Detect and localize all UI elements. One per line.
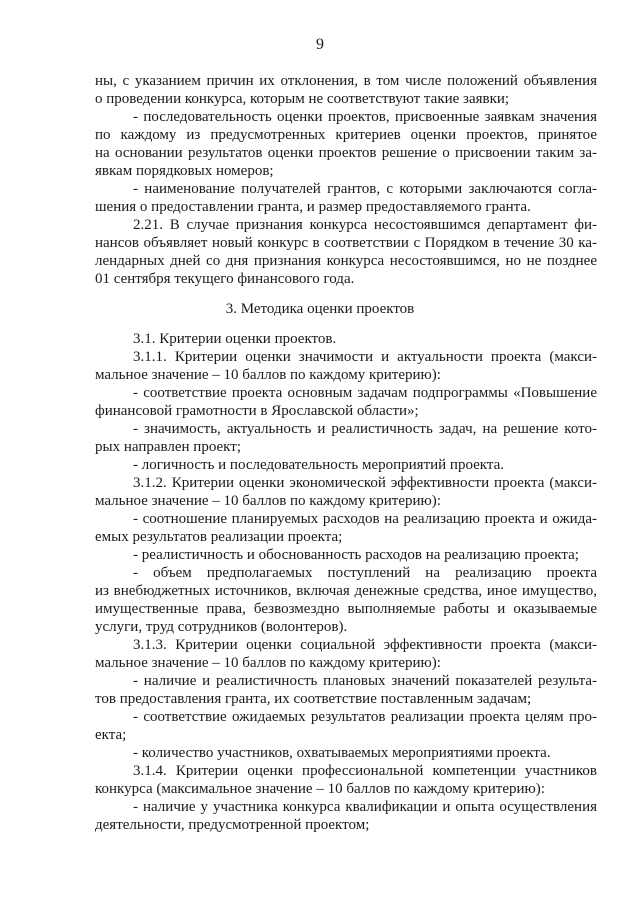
- text-line: тов предоставления гранта, их соответствие поставленным задачам;: [95, 691, 532, 707]
- text-line: имущественные права, безвозмездно выполняемые работы и оказываемые: [95, 601, 597, 617]
- text-line: мальное значение – 10 баллов по каждому критерию):: [95, 493, 441, 509]
- text-line: 3.1. Критерии оценки проектов.: [133, 331, 337, 347]
- text-line: - количество участников, охватываемых мероприятиями проекта.: [133, 745, 551, 761]
- text-line: 3.1.1. Критерии оценки значимости и актуальности проекта (макси-: [133, 349, 597, 365]
- text-line: 3.1.3. Критерии оценки социальной эффективности проекта (макси-: [133, 637, 597, 653]
- text-line: - последовательность оценки проектов, присвоенные заявкам значения: [133, 109, 597, 125]
- text-line: мальное значение – 10 баллов по каждому критерию):: [95, 367, 441, 383]
- text-line: нансов объявляет новый конкурс в соответствии с Порядком в течение 30 ка-: [95, 235, 597, 251]
- text-line: о проведении конкурса, которым не соответствуют такие заявки;: [95, 91, 510, 107]
- text-line: 2.21. В случае признания конкурса несостоявшимся департамент фи-: [133, 217, 597, 233]
- text-line: - соответствие ожидаемых результатов реализации проекта целям про-: [133, 709, 597, 725]
- text-line: 01 сентября текущего финансового года.: [95, 271, 355, 287]
- text-line: лендарных дней со дня признания конкурса несостоявшимся, но не позднее: [95, 253, 597, 269]
- text-line: 3.1.4. Критерии оценки профессиональной компетенции участников: [133, 763, 597, 779]
- text-line: из внебюджетных источников, включая денежные средства, иное имущество,: [95, 583, 597, 599]
- text-line: явкам порядковых номеров;: [95, 163, 274, 179]
- text-line: услуги, труд сотрудников (волонтеров).: [95, 619, 348, 635]
- text-line: ны, с указанием причин их отклонения, в том числе положений объявления: [95, 73, 597, 89]
- page-number: 9: [316, 36, 324, 53]
- text-line: 3.1.2. Критерии оценки экономической эффективности проекта (макси-: [133, 475, 597, 491]
- text-line: - объем предполагаемых поступлений на реализацию проекта: [133, 565, 597, 581]
- text-line: - наличие и реалистичность плановых значений показателей результа-: [133, 673, 597, 689]
- text-line: - соответствие проекта основным задачам подпрограммы «Повышение: [133, 385, 597, 401]
- text-line: - соотношение планируемых расходов на реализацию проекта и ожида-: [133, 511, 597, 527]
- text-line: емых результатов реализации проекта;: [95, 529, 343, 545]
- text-line: рых направлен проект;: [95, 439, 241, 455]
- text-line: шения о предоставлении гранта, и размер предоставляемого гранта.: [95, 199, 531, 215]
- text-line: финансовой грамотности в Ярославской области»;: [95, 403, 419, 419]
- text-line: на основании результатов оценки проектов решение о присвоении таким за-: [95, 145, 597, 161]
- text-line: - наличие у участника конкурса квалификации и опыта осуществления: [133, 799, 597, 815]
- text-line: - логичность и последовательность мероприятий проекта.: [133, 457, 505, 473]
- text-line: - значимость, актуальность и реалистичность задач, на решение кото-: [133, 421, 597, 437]
- text-line: по каждому из предусмотренных критериев оценки проектов, принятое: [95, 127, 597, 143]
- text-line: мальное значение – 10 баллов по каждому критерию):: [95, 655, 441, 671]
- text-line: конкурса (максимальное значение – 10 баллов по каждому критерию):: [95, 781, 545, 797]
- section-heading: 3. Методика оценки проектов: [225, 301, 415, 317]
- text-line: екта;: [95, 727, 127, 743]
- text-line: деятельности, предусмотренной проектом;: [95, 817, 370, 833]
- text-line: - реалистичность и обоснованность расходов на реализацию проекта;: [133, 547, 579, 563]
- text-line: - наименование получателей грантов, с которыми заключаются согла-: [133, 181, 597, 197]
